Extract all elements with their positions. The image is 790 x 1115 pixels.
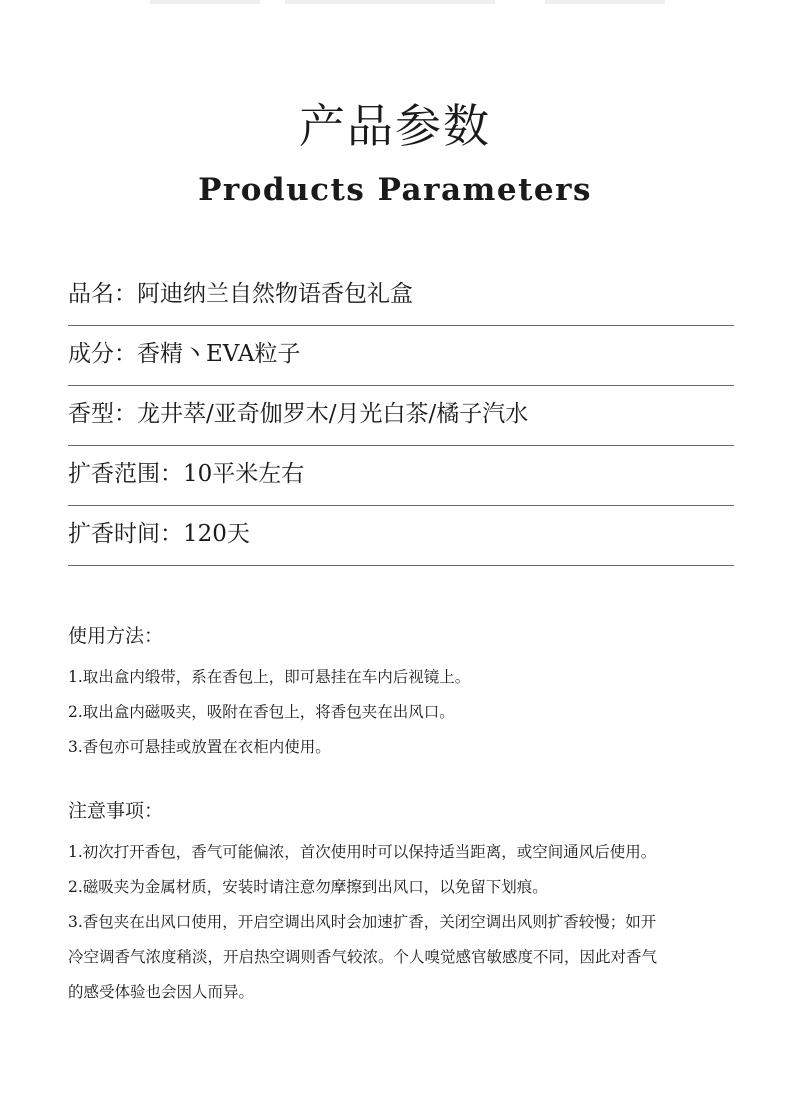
notes-item: 1.初次打开香包，香气可能偏浓，首次使用时可以保持适当距离，或空间通风后使用。 [68, 843, 657, 861]
parameter-list [68, 266, 734, 566]
top-bar [545, 0, 665, 4]
param-row-name [68, 266, 734, 326]
notes-item: 的感受体验也会因人而异。 [68, 983, 255, 1001]
notes-item: 3.香包夹在出风口使用，开启空调出风时会加速扩香，关闭空调出风则扩香较慢；如开 [68, 913, 657, 931]
top-bar [150, 0, 260, 4]
notes-title: 注意事项： [68, 800, 164, 822]
top-decoration [0, 0, 790, 6]
param-row-range [68, 446, 734, 506]
param-ingredients: 成分：香精丶EVA粒子 [68, 341, 301, 367]
param-row-scent [68, 386, 734, 446]
usage-item: 2.取出盒内磁吸夹，吸附在香包上，将香包夹在出风口。 [68, 703, 455, 721]
page-subtitle: Products Parameters [198, 172, 592, 208]
notes-item: 2.磁吸夹为金属材质，安装时请注意勿摩擦到出风口，以免留下划痕。 [68, 878, 548, 896]
param-row-ingredients [68, 326, 734, 386]
param-row-duration [68, 506, 734, 566]
usage-item: 3.香包亦可悬挂或放置在衣柜内使用。 [68, 738, 331, 756]
usage-title: 使用方法： [68, 625, 164, 647]
notes-section [68, 797, 748, 1010]
notes-item: 冷空调香气浓度稍淡，开启热空调则香气较浓。个人嗅觉感官敏感度不同，因此对香气 [68, 948, 658, 966]
page-title: 产品参数 [299, 99, 491, 153]
usage-item: 1.取出盒内缎带，系在香包上，即可悬挂在车内后视镜上。 [68, 668, 471, 686]
param-name: 品名：阿迪纳兰自然物语香包礼盒 [68, 281, 413, 307]
top-bar [285, 0, 495, 4]
param-duration: 扩香时间：120天 [68, 521, 250, 547]
param-range: 扩香范围：10平米左右 [68, 461, 305, 487]
usage-section [68, 622, 748, 765]
param-scent: 香型：龙井萃/亚奇伽罗木/月光白茶/橘子汽水 [68, 401, 529, 427]
